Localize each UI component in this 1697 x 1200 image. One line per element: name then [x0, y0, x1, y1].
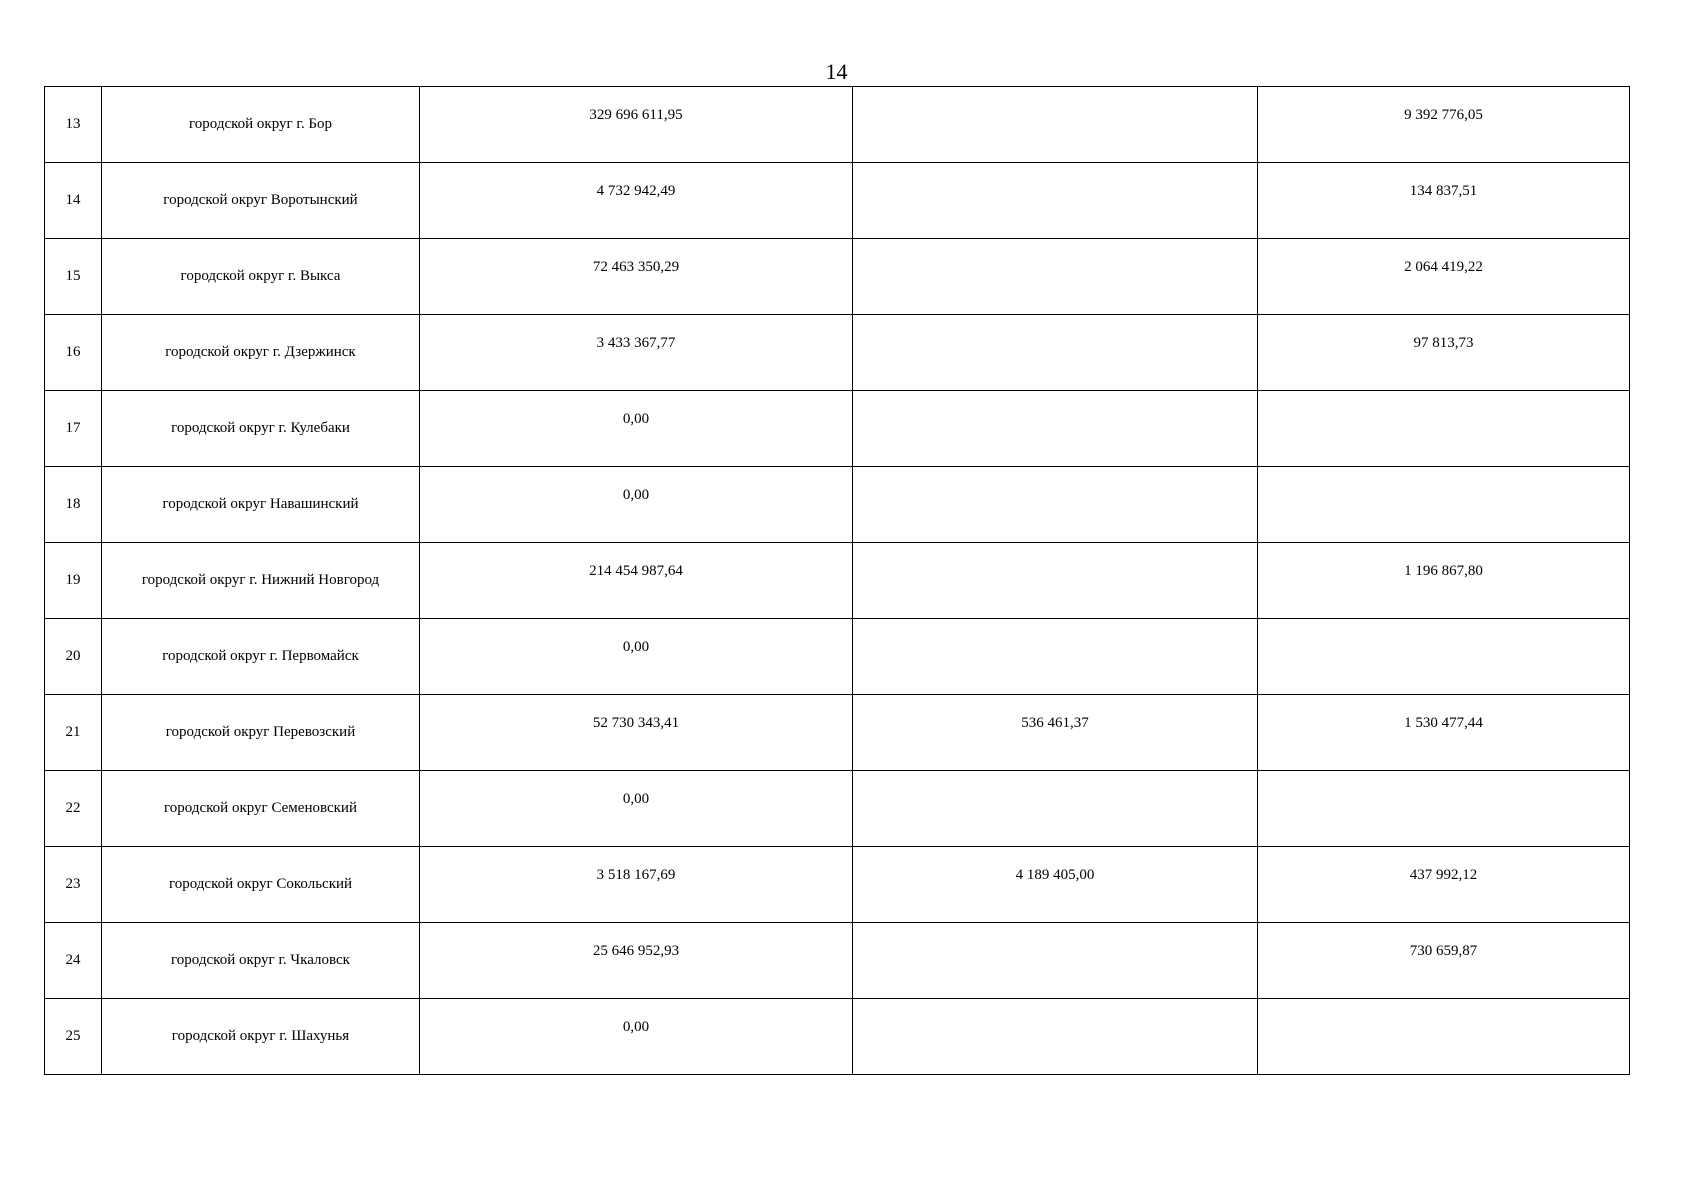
row-number: 15	[45, 239, 102, 315]
row-number: 21	[45, 695, 102, 771]
value-column-2	[853, 163, 1258, 239]
row-number: 20	[45, 619, 102, 695]
row-number: 23	[45, 847, 102, 923]
row-number: 25	[45, 999, 102, 1075]
district-name: городской округ г. Первомайск	[102, 619, 420, 695]
district-name: городской округ г. Чкаловск	[102, 923, 420, 999]
district-name: городской округ Воротынский	[102, 163, 420, 239]
page-number: 14	[825, 59, 848, 84]
value-column-1: 0,00	[420, 391, 853, 467]
value-column-3	[1258, 999, 1630, 1075]
table-row	[45, 87, 1630, 163]
value-column-3	[1258, 467, 1630, 543]
district-name: городской округ Навашинский	[102, 467, 420, 543]
value-column-1: 0,00	[420, 999, 853, 1075]
data-table	[44, 86, 1630, 1075]
district-name: городской округ Перевозский	[102, 695, 420, 771]
value-column-2	[853, 771, 1258, 847]
district-name: городской округ Сокольский	[102, 847, 420, 923]
value-column-1: 4 732 942,49	[420, 163, 853, 239]
table-row	[45, 467, 1630, 543]
value-column-1: 3 433 367,77	[420, 315, 853, 391]
table-row	[45, 391, 1630, 467]
district-name: городской округ г. Кулебаки	[102, 391, 420, 467]
value-column-3: 97 813,73	[1258, 315, 1630, 391]
value-column-3: 2 064 419,22	[1258, 239, 1630, 315]
value-column-1: 25 646 952,93	[420, 923, 853, 999]
value-column-3: 1 530 477,44	[1258, 695, 1630, 771]
value-column-3: 9 392 776,05	[1258, 87, 1630, 163]
table-body	[45, 87, 1630, 1075]
value-column-1: 72 463 350,29	[420, 239, 853, 315]
value-column-3: 437 992,12	[1258, 847, 1630, 923]
row-number: 16	[45, 315, 102, 391]
district-name: городской округ г. Дзержинск	[102, 315, 420, 391]
value-column-2	[853, 543, 1258, 619]
district-name: городской округ г. Шахунья	[102, 999, 420, 1075]
value-column-2	[853, 999, 1258, 1075]
value-column-1: 0,00	[420, 619, 853, 695]
value-column-2	[853, 923, 1258, 999]
row-number: 14	[45, 163, 102, 239]
value-column-3: 134 837,51	[1258, 163, 1630, 239]
value-column-2: 4 189 405,00	[853, 847, 1258, 923]
value-column-2	[853, 239, 1258, 315]
table-row	[45, 771, 1630, 847]
value-column-3: 1 196 867,80	[1258, 543, 1630, 619]
row-number: 13	[45, 87, 102, 163]
value-column-3: 730 659,87	[1258, 923, 1630, 999]
value-column-1: 3 518 167,69	[420, 847, 853, 923]
row-number: 24	[45, 923, 102, 999]
value-column-3	[1258, 771, 1630, 847]
value-column-2	[853, 619, 1258, 695]
table-row	[45, 315, 1630, 391]
value-column-2	[853, 87, 1258, 163]
row-number: 18	[45, 467, 102, 543]
value-column-2	[853, 315, 1258, 391]
table-row	[45, 239, 1630, 315]
row-number: 17	[45, 391, 102, 467]
district-name: городской округ г. Нижний Новгород	[102, 543, 420, 619]
table-row	[45, 847, 1630, 923]
value-column-1: 0,00	[420, 467, 853, 543]
value-column-1: 0,00	[420, 771, 853, 847]
table-row	[45, 923, 1630, 999]
district-name: городской округ Семеновский	[102, 771, 420, 847]
row-number: 19	[45, 543, 102, 619]
value-column-1: 214 454 987,64	[420, 543, 853, 619]
value-column-1: 52 730 343,41	[420, 695, 853, 771]
table-row	[45, 543, 1630, 619]
row-number: 22	[45, 771, 102, 847]
table-row	[45, 619, 1630, 695]
value-column-2	[853, 391, 1258, 467]
district-name: городской округ г. Выкса	[102, 239, 420, 315]
value-column-3	[1258, 619, 1630, 695]
value-column-2	[853, 467, 1258, 543]
district-name: городской округ г. Бор	[102, 87, 420, 163]
table-row	[45, 163, 1630, 239]
value-column-2: 536 461,37	[853, 695, 1258, 771]
table-row	[45, 999, 1630, 1075]
value-column-3	[1258, 391, 1630, 467]
table-row	[45, 695, 1630, 771]
value-column-1: 329 696 611,95	[420, 87, 853, 163]
